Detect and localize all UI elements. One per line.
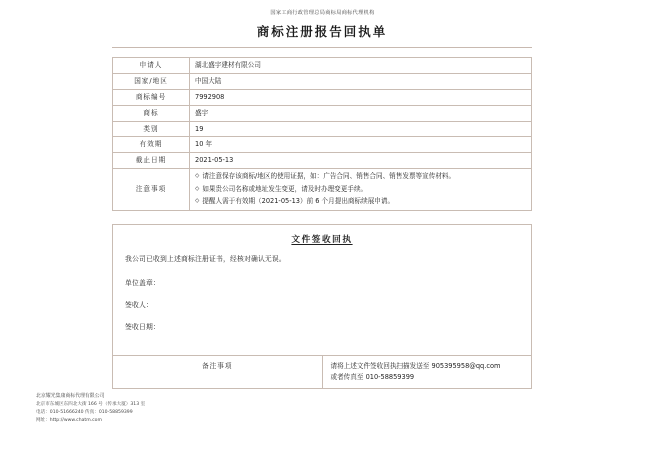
row-label-country: 国家/地区	[113, 73, 190, 89]
note-text: 请注意保存该商标/地区的使用证据，如：广告合同、销售合同、销售发票等宣传材料。	[202, 172, 456, 181]
page-title: 商标注册报告回执单	[112, 22, 532, 48]
row-label-class: 类别	[113, 121, 190, 137]
row-value-trademark: 盛宇	[190, 105, 532, 121]
remark-line-email: 请将上述文件签收回执扫描发送至 905395958@qq.com	[330, 361, 501, 370]
notes-cell	[190, 169, 532, 211]
row-label-expiry: 截止日期	[113, 153, 190, 169]
table-row-receipt	[113, 224, 532, 355]
certificate-document	[112, 22, 532, 389]
remark-body-cell	[322, 355, 532, 388]
footer-address: 北京市东城区东四北大街 166 号（传承大厦）313 室	[36, 401, 146, 407]
table-row	[113, 73, 532, 89]
table-row-remark	[113, 355, 532, 388]
note-text: 如果贵公司名称或地址发生变更，请及时办理变更手续。	[202, 184, 368, 193]
row-label-validity: 有效期	[113, 137, 190, 153]
row-value-validity: 10 年	[190, 137, 532, 153]
remark-line-fax: 或者传真至 010-58859399	[330, 372, 415, 381]
row-label-trademark-number: 商标编号	[113, 89, 190, 105]
footer-block	[36, 392, 145, 425]
footer-phone: 电话：010-51666240 传真：010-58859399	[36, 409, 133, 415]
receipt-paragraph: 我公司已收到上述商标注册证书，经核对确认无误。	[125, 254, 286, 263]
footer-website: 网址：http://www.chatm.com	[36, 417, 102, 423]
table-row-notes	[113, 169, 532, 211]
receipt-field-company-seal: 单位盖章：	[125, 279, 160, 288]
table-row	[113, 121, 532, 137]
table-row	[113, 58, 532, 74]
row-value-trademark-number: 7992908	[190, 89, 532, 105]
receipt-field-date: 签收日期：	[125, 323, 160, 332]
footer-company: 北京耀光集康商标代理有限公司	[36, 393, 105, 399]
table-row	[113, 153, 532, 169]
row-value-applicant: 湖北盛宇建材有限公司	[190, 58, 532, 74]
row-value-country: 中国大陆	[190, 73, 532, 89]
row-value-class: 19	[190, 121, 532, 137]
list-item	[195, 197, 526, 207]
row-label-applicant: 申请人	[113, 58, 190, 74]
diamond-bullet-icon: ◇	[195, 185, 200, 192]
list-item	[195, 172, 526, 182]
row-label-remark: 备注事项	[113, 355, 323, 388]
diamond-bullet-icon: ◇	[195, 198, 200, 205]
row-label-trademark: 商标	[113, 105, 190, 121]
applicant-info-table	[112, 57, 532, 211]
receipt-table	[112, 224, 532, 389]
row-label-notes: 注意事项	[113, 169, 190, 211]
table-row	[113, 105, 532, 121]
table-row	[113, 89, 532, 105]
diamond-bullet-icon: ◇	[195, 173, 200, 180]
receipt-title: 文件签收回执	[291, 234, 353, 245]
receipt-body-cell	[113, 224, 532, 355]
agency-header-line: 国家工商行政管理总局商标局商标代理机构	[270, 10, 375, 16]
list-item	[195, 185, 526, 195]
receipt-field-signer: 签收人：	[125, 301, 153, 310]
row-value-expiry: 2021-05-13	[190, 153, 532, 169]
table-row	[113, 137, 532, 153]
note-text: 提醒人需于有效期（2021-05-13）前 6 个月提出商标续展申请。	[202, 197, 395, 206]
